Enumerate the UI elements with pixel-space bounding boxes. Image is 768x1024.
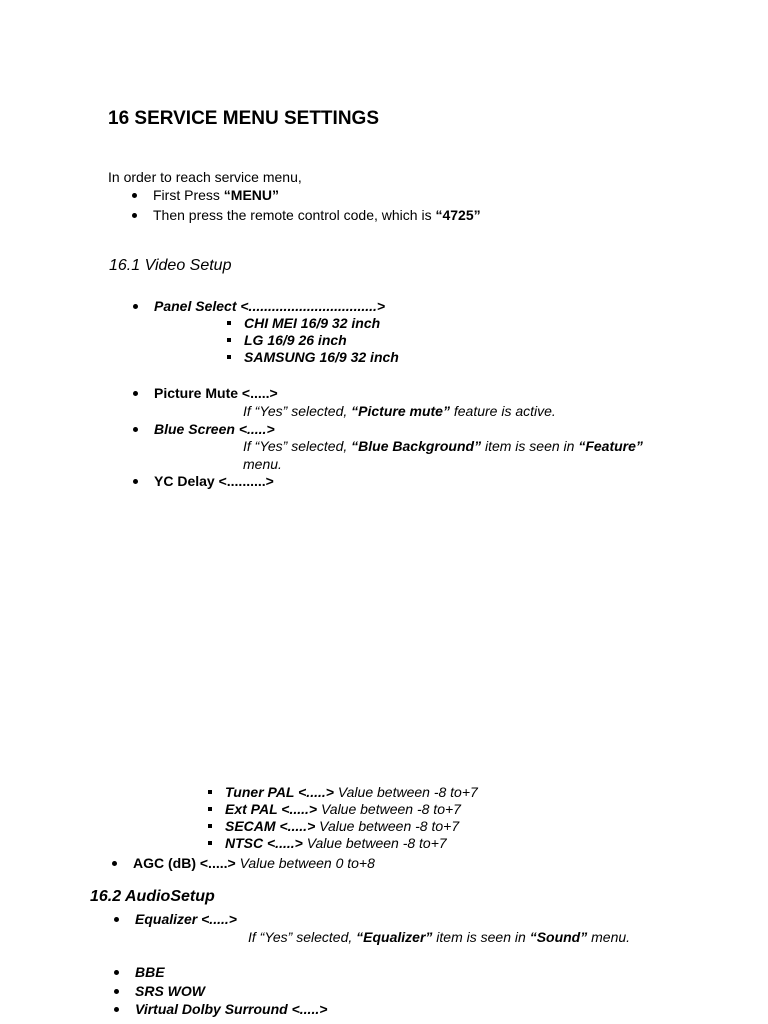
yc-delay-option: Ext PAL <.....> Value between -8 to+7: [225, 801, 461, 817]
audio-setup-heading: 16.2 AudioSetup: [90, 888, 215, 905]
panel-option: LG 16/9 26 inch: [244, 332, 347, 348]
srs-wow-item: SRS WOW: [135, 983, 205, 999]
yc-delay-option: NTSC <.....> Value between -8 to+7: [225, 835, 447, 851]
bbe-item: BBE: [135, 964, 165, 980]
blue-screen-description-cont: menu.: [243, 456, 282, 472]
equalizer-description: If “Yes” selected, “Equalizer” item is seen in “Sound” menu.: [248, 929, 631, 945]
virtual-dolby-item: Virtual Dolby Surround <.....>: [135, 1001, 328, 1017]
blue-screen-description: If “Yes” selected, “Blue Background” item is seen in “Feature”: [243, 438, 643, 454]
equalizer-item: Equalizer <.....>: [135, 911, 237, 927]
panel-option: CHI MEI 16/9 32 inch: [244, 315, 381, 331]
picture-mute-description: If “Yes” selected, “Picture mute” feature is active.: [243, 403, 556, 419]
agc-item: AGC (dB) <.....> Value between 0 to+8: [133, 855, 375, 871]
yc-delay-option: SECAM <.....> Value between -8 to+7: [225, 818, 460, 834]
page-title: 16 SERVICE MENU SETTINGS: [108, 108, 379, 129]
picture-mute-item: Picture Mute <.....>: [154, 385, 278, 401]
yc-delay-item: YC Delay <..........>: [154, 473, 274, 489]
panel-option: SAMSUNG 16/9 32 inch: [244, 349, 399, 365]
intro-step-1: First Press “MENU”: [153, 187, 280, 203]
panel-select-item: Panel Select <.................................>: [154, 298, 386, 314]
yc-delay-option: Tuner PAL <.....> Value between -8 to+7: [225, 784, 478, 800]
intro-text: In order to reach service menu,: [108, 169, 302, 185]
intro-step-2: Then press the remote control code, which is “4725”: [153, 207, 481, 223]
blue-screen-item: Blue Screen <.....>: [154, 421, 275, 437]
video-setup-heading: 16.1 Video Setup: [109, 257, 232, 274]
